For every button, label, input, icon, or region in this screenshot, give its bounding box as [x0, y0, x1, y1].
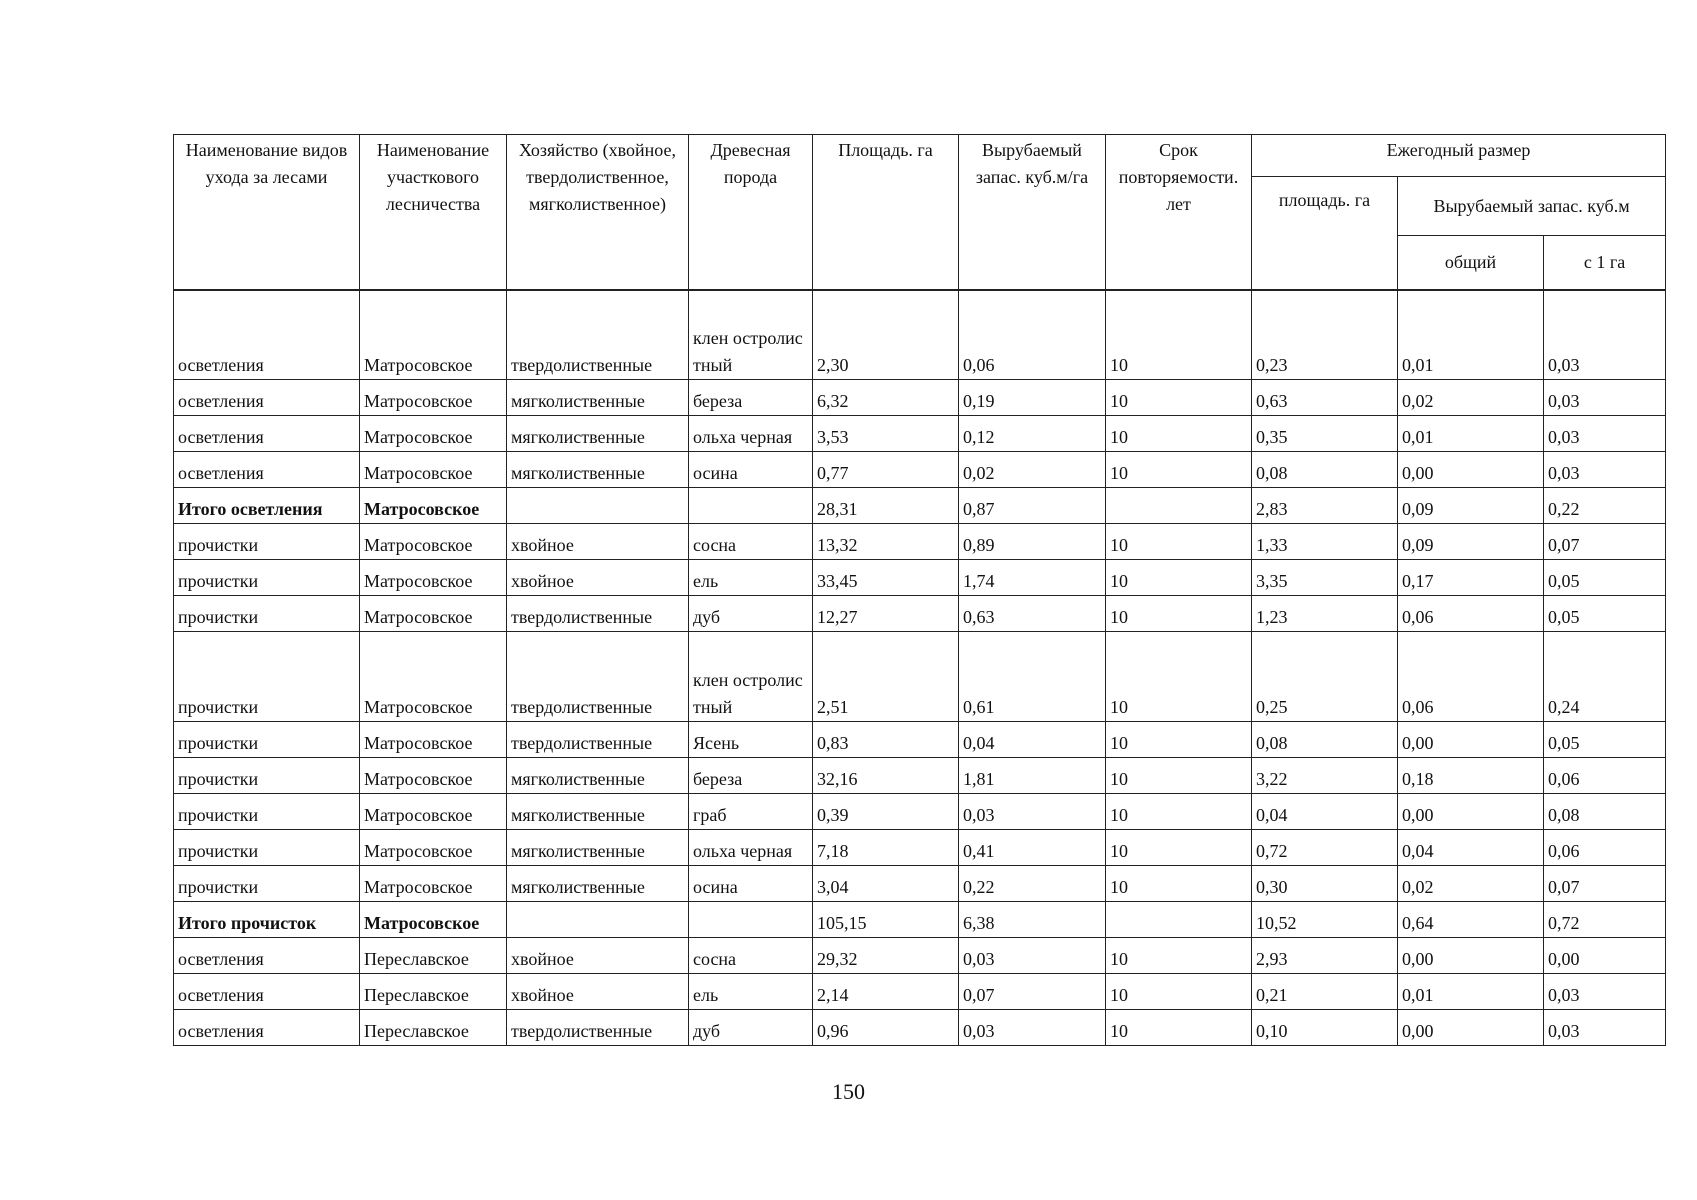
- table-row: [174, 416, 1666, 452]
- cell-farm: [507, 488, 689, 524]
- cell-district: Матросовское: [360, 794, 507, 830]
- cell-species: клен остролистный: [689, 632, 813, 722]
- table-row: [174, 758, 1666, 794]
- cell-annual-stock-per-ha: 0,03: [1544, 452, 1666, 488]
- total-row: [174, 488, 1666, 524]
- cell-type: прочистки: [174, 866, 360, 902]
- cell-period: [1106, 488, 1252, 524]
- cell-annual-stock-per-ha: 0,06: [1544, 758, 1666, 794]
- cell-stock: 0,03: [959, 938, 1106, 974]
- cell-district: Переславское: [360, 1010, 507, 1046]
- cell-area: 0,83: [813, 722, 959, 758]
- cell-annual-area: 2,83: [1252, 488, 1398, 524]
- cell-area: 6,32: [813, 380, 959, 416]
- cell-district: Матросовское: [360, 524, 507, 560]
- table-row: [174, 974, 1666, 1010]
- cell-stock: 0,19: [959, 380, 1106, 416]
- cell-type: прочистки: [174, 830, 360, 866]
- table-row: [174, 452, 1666, 488]
- cell-district: Матросовское: [360, 416, 507, 452]
- cell-type: Итого осветления: [174, 488, 360, 524]
- cell-type: прочистки: [174, 560, 360, 596]
- cell-species: осина: [689, 866, 813, 902]
- cell-annual-stock-total: 0,01: [1398, 974, 1544, 1010]
- header-annual-area: площадь. га: [1252, 177, 1398, 290]
- cell-farm: мягколиственные: [507, 380, 689, 416]
- cell-period: 10: [1106, 632, 1252, 722]
- cell-annual-stock-total: 0,00: [1398, 938, 1544, 974]
- header-district: Наименование участкового лесничества: [360, 135, 507, 290]
- cell-period: 10: [1106, 290, 1252, 380]
- cell-species: ольха черная: [689, 416, 813, 452]
- cell-area: 32,16: [813, 758, 959, 794]
- table-row: [174, 596, 1666, 632]
- header-annual-stock: Вырубаемый запас. куб.м: [1398, 177, 1666, 236]
- header-area: Площадь. га: [813, 135, 959, 290]
- cell-area: 0,39: [813, 794, 959, 830]
- cell-annual-stock-total: 0,06: [1398, 596, 1544, 632]
- cell-farm: твердолиственные: [507, 596, 689, 632]
- cell-district: Матросовское: [360, 902, 507, 938]
- cell-annual-stock-total: 0,00: [1398, 1010, 1544, 1046]
- cell-area: 3,53: [813, 416, 959, 452]
- cell-district: Матросовское: [360, 866, 507, 902]
- cell-annual-stock-total: 0,64: [1398, 902, 1544, 938]
- cell-farm: хвойное: [507, 974, 689, 1010]
- cell-annual-area: 1,23: [1252, 596, 1398, 632]
- total-row: [174, 902, 1666, 938]
- cell-annual-area: 2,93: [1252, 938, 1398, 974]
- table-row: [174, 380, 1666, 416]
- cell-stock: 0,87: [959, 488, 1106, 524]
- cell-period: 10: [1106, 524, 1252, 560]
- cell-annual-stock-total: 0,09: [1398, 524, 1544, 560]
- cell-annual-stock-per-ha: 0,00: [1544, 938, 1666, 974]
- cell-species: Ясень: [689, 722, 813, 758]
- header-annual-stock-per-ha: с 1 га: [1544, 236, 1666, 290]
- table-row: [174, 632, 1666, 722]
- cell-stock: 6,38: [959, 902, 1106, 938]
- cell-annual-stock-per-ha: 0,05: [1544, 596, 1666, 632]
- cell-stock: 0,63: [959, 596, 1106, 632]
- header-species: Древесная порода: [689, 135, 813, 290]
- cell-species: [689, 488, 813, 524]
- cell-type: прочистки: [174, 596, 360, 632]
- cell-district: Матросовское: [360, 722, 507, 758]
- cell-annual-stock-total: 0,00: [1398, 452, 1544, 488]
- cell-district: Матросовское: [360, 452, 507, 488]
- cell-annual-area: 0,08: [1252, 452, 1398, 488]
- cell-area: 13,32: [813, 524, 959, 560]
- cell-stock: 0,03: [959, 794, 1106, 830]
- cell-annual-stock-total: 0,06: [1398, 632, 1544, 722]
- cell-farm: [507, 902, 689, 938]
- cell-stock: 0,02: [959, 452, 1106, 488]
- cell-annual-stock-per-ha: 0,03: [1544, 290, 1666, 380]
- cell-period: 10: [1106, 1010, 1252, 1046]
- cell-stock: 0,04: [959, 722, 1106, 758]
- cell-annual-stock-per-ha: 0,03: [1544, 1010, 1666, 1046]
- cell-annual-stock-per-ha: 0,03: [1544, 974, 1666, 1010]
- cell-area: 105,15: [813, 902, 959, 938]
- table-row: [174, 794, 1666, 830]
- cell-district: Матросовское: [360, 596, 507, 632]
- cell-species: дуб: [689, 1010, 813, 1046]
- cell-annual-stock-per-ha: 0,22: [1544, 488, 1666, 524]
- cell-period: 10: [1106, 416, 1252, 452]
- table-row: [174, 866, 1666, 902]
- cell-stock: 0,06: [959, 290, 1106, 380]
- cell-species: граб: [689, 794, 813, 830]
- cell-annual-area: 0,35: [1252, 416, 1398, 452]
- cell-type: осветления: [174, 974, 360, 1010]
- cell-area: 2,51: [813, 632, 959, 722]
- cell-annual-stock-per-ha: 0,72: [1544, 902, 1666, 938]
- cell-period: 10: [1106, 380, 1252, 416]
- table-row: [174, 830, 1666, 866]
- cell-species: сосна: [689, 938, 813, 974]
- header-stock-per-ha: Вырубаемый запас. куб.м/га: [959, 135, 1106, 290]
- cell-species: ольха черная: [689, 830, 813, 866]
- cell-annual-area: 0,21: [1252, 974, 1398, 1010]
- cell-period: 10: [1106, 866, 1252, 902]
- cell-area: 7,18: [813, 830, 959, 866]
- cell-type: осветления: [174, 938, 360, 974]
- cell-annual-stock-per-ha: 0,03: [1544, 380, 1666, 416]
- cell-district: Переславское: [360, 938, 507, 974]
- cell-species: береза: [689, 758, 813, 794]
- cell-annual-area: 0,23: [1252, 290, 1398, 380]
- cell-annual-stock-total: 0,01: [1398, 416, 1544, 452]
- cell-type: прочистки: [174, 758, 360, 794]
- table-row: [174, 524, 1666, 560]
- cell-area: 29,32: [813, 938, 959, 974]
- cell-area: 0,96: [813, 1010, 959, 1046]
- cell-type: прочистки: [174, 524, 360, 560]
- cell-annual-stock-total: 0,01: [1398, 290, 1544, 380]
- cell-type: осветления: [174, 290, 360, 380]
- cell-annual-area: 0,72: [1252, 830, 1398, 866]
- cell-species: сосна: [689, 524, 813, 560]
- cell-annual-stock-per-ha: 0,03: [1544, 416, 1666, 452]
- cell-stock: 0,12: [959, 416, 1106, 452]
- cell-district: Матросовское: [360, 632, 507, 722]
- cell-annual-stock-total: 0,02: [1398, 866, 1544, 902]
- cell-annual-stock-per-ha: 0,07: [1544, 866, 1666, 902]
- cell-area: 2,14: [813, 974, 959, 1010]
- cell-stock: 0,89: [959, 524, 1106, 560]
- cell-type: прочистки: [174, 632, 360, 722]
- cell-farm: твердолиственные: [507, 1010, 689, 1046]
- cell-annual-stock-total: 0,17: [1398, 560, 1544, 596]
- cell-area: 33,45: [813, 560, 959, 596]
- cell-type: Итого прочисток: [174, 902, 360, 938]
- table-row: [174, 290, 1666, 380]
- cell-species: береза: [689, 380, 813, 416]
- cell-annual-stock-per-ha: 0,05: [1544, 722, 1666, 758]
- cell-period: 10: [1106, 974, 1252, 1010]
- cell-annual-stock-per-ha: 0,08: [1544, 794, 1666, 830]
- cell-annual-stock-per-ha: 0,05: [1544, 560, 1666, 596]
- cell-period: 10: [1106, 830, 1252, 866]
- cell-farm: мягколиственные: [507, 830, 689, 866]
- cell-period: 10: [1106, 722, 1252, 758]
- cell-period: 10: [1106, 938, 1252, 974]
- cell-annual-stock-total: 0,00: [1398, 794, 1544, 830]
- cell-farm: мягколиственные: [507, 866, 689, 902]
- cell-species: клен остролистный: [689, 290, 813, 380]
- cell-period: 10: [1106, 560, 1252, 596]
- cell-annual-stock-total: 0,00: [1398, 722, 1544, 758]
- cell-farm: хвойное: [507, 560, 689, 596]
- cell-stock: 0,41: [959, 830, 1106, 866]
- cell-stock: 1,74: [959, 560, 1106, 596]
- cell-annual-stock-total: 0,18: [1398, 758, 1544, 794]
- cell-stock: 1,81: [959, 758, 1106, 794]
- cell-annual-area: 3,35: [1252, 560, 1398, 596]
- cell-type: осветления: [174, 1010, 360, 1046]
- cell-farm: твердолиственные: [507, 632, 689, 722]
- header-farm: Хозяйство (хвойное, твердолиственное, мягколиственное): [507, 135, 689, 290]
- cell-annual-stock-total: 0,09: [1398, 488, 1544, 524]
- table-row: [174, 722, 1666, 758]
- cell-type: осветления: [174, 380, 360, 416]
- cell-period: 10: [1106, 452, 1252, 488]
- cell-annual-area: 0,30: [1252, 866, 1398, 902]
- cell-annual-area: 3,22: [1252, 758, 1398, 794]
- cell-period: [1106, 902, 1252, 938]
- cell-area: 0,77: [813, 452, 959, 488]
- cell-species: осина: [689, 452, 813, 488]
- page-number: 150: [832, 1079, 865, 1104]
- cell-district: Матросовское: [360, 758, 507, 794]
- cell-stock: 0,22: [959, 866, 1106, 902]
- cell-type: прочистки: [174, 794, 360, 830]
- table-row: [174, 938, 1666, 974]
- table-row: [174, 560, 1666, 596]
- cell-period: 10: [1106, 758, 1252, 794]
- cell-annual-stock-per-ha: 0,24: [1544, 632, 1666, 722]
- cell-farm: мягколиственные: [507, 452, 689, 488]
- cell-annual-area: 0,63: [1252, 380, 1398, 416]
- cell-annual-stock-per-ha: 0,07: [1544, 524, 1666, 560]
- cell-district: Переславское: [360, 974, 507, 1010]
- cell-district: Матросовское: [360, 830, 507, 866]
- cell-type: осветления: [174, 416, 360, 452]
- cell-farm: мягколиственные: [507, 416, 689, 452]
- cell-farm: мягколиственные: [507, 794, 689, 830]
- cell-farm: мягколиственные: [507, 758, 689, 794]
- cell-period: 10: [1106, 794, 1252, 830]
- cell-stock: 0,61: [959, 632, 1106, 722]
- cell-annual-area: 0,10: [1252, 1010, 1398, 1046]
- cell-annual-area: 0,08: [1252, 722, 1398, 758]
- header-period: Срок повторяемости. лет: [1106, 135, 1252, 290]
- forest-care-table: [173, 134, 1666, 1046]
- table-row: [174, 1010, 1666, 1046]
- cell-type: прочистки: [174, 722, 360, 758]
- cell-annual-stock-total: 0,02: [1398, 380, 1544, 416]
- cell-farm: хвойное: [507, 524, 689, 560]
- cell-annual-stock-per-ha: 0,06: [1544, 830, 1666, 866]
- cell-annual-area: 0,25: [1252, 632, 1398, 722]
- cell-district: Матросовское: [360, 290, 507, 380]
- header-annual-stock-total: общий: [1398, 236, 1544, 290]
- cell-type: осветления: [174, 452, 360, 488]
- cell-district: Матросовское: [360, 380, 507, 416]
- cell-period: 10: [1106, 596, 1252, 632]
- cell-district: Матросовское: [360, 488, 507, 524]
- cell-area: 28,31: [813, 488, 959, 524]
- cell-species: ель: [689, 560, 813, 596]
- cell-annual-stock-total: 0,04: [1398, 830, 1544, 866]
- cell-stock: 0,03: [959, 1010, 1106, 1046]
- cell-farm: твердолиственные: [507, 290, 689, 380]
- cell-species: ель: [689, 974, 813, 1010]
- cell-species: [689, 902, 813, 938]
- cell-area: 3,04: [813, 866, 959, 902]
- header-type-of-care: Наименование видов ухода за лесами: [174, 135, 360, 290]
- cell-annual-area: 1,33: [1252, 524, 1398, 560]
- cell-stock: 0,07: [959, 974, 1106, 1010]
- cell-annual-area: 0,04: [1252, 794, 1398, 830]
- cell-area: 12,27: [813, 596, 959, 632]
- cell-district: Матросовское: [360, 560, 507, 596]
- cell-annual-area: 10,52: [1252, 902, 1398, 938]
- cell-area: 2,30: [813, 290, 959, 380]
- cell-farm: твердолиственные: [507, 722, 689, 758]
- cell-farm: хвойное: [507, 938, 689, 974]
- header-annual: Ежегодный размер: [1252, 135, 1666, 177]
- cell-species: дуб: [689, 596, 813, 632]
